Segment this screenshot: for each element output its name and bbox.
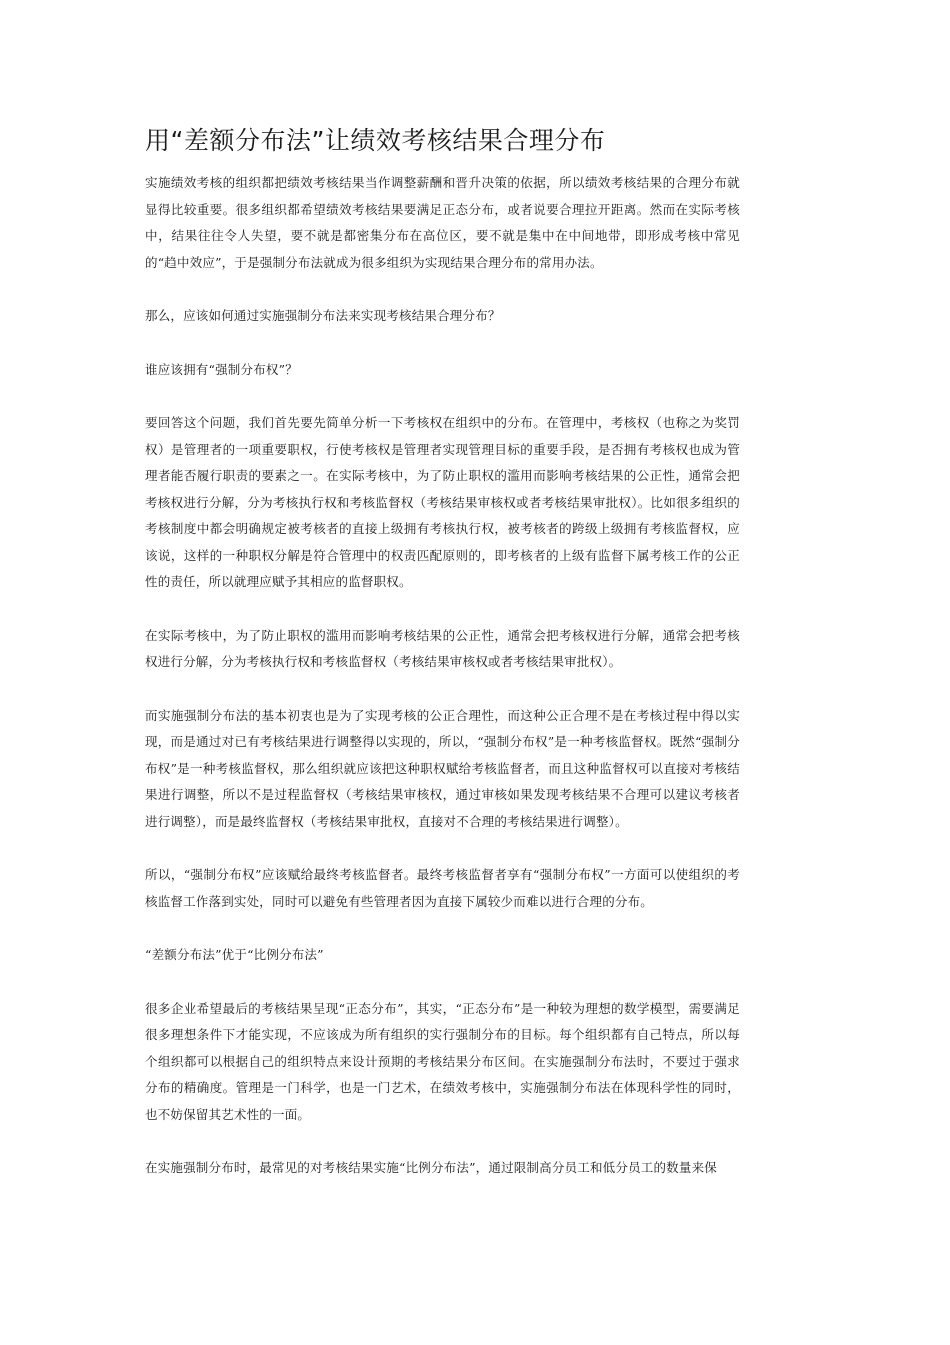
- paragraph-power-split: 在实际考核中，为了防止职权的滥用而影响考核结果的公正性，通常会把考核权进行分解，通常会把考核权进行分解，分为考核执行权和考核监督权（考核结果审核权或者考核结果审批权）。: [145, 627, 740, 669]
- paragraph-intro: 实施绩效考核的组织都把绩效考核结果当作调整薪酬和晋升决策的依据，所以绩效考核结果的合理分布就显得比较重要。很多组织都希望绩效考核结果要满足正态分布，或者说要合理拉开距离。然而在实际考核中，结果往往令人失望，要不就是都密集分布在高位区，要不就是集中在中间地带，即形成考核中常见的“趋中效应”，于是强制分布法就成为很多组织为实现结果合理分布的常用办法。: [145, 175, 740, 270]
- paragraph-question: 那么，应该如何通过实施强制分布法来实现考核结果合理分布？: [145, 308, 501, 323]
- paragraph-ratio-method: 在实施强制分布时，最常见的对考核结果实施“比例分布法”，通过限制高分员工和低分员工的数量来保: [145, 1160, 717, 1175]
- section-heading-who-owns: 谁应该拥有“强制分布权”？: [145, 361, 298, 377]
- paragraph-supervision-right: 而实施强制分布法的基本初衷也是为了实现考核的公正合理性，而这种公正合理不是在考核过程中得以实现，而是通过对已有考核结果进行调整得以实现的，所以，“强制分布权”是一种考核监督权。既然“强制分布权”是一种考核监督权，那么组织就应该把这种职权赋给考核监督者，而且这种监督权可以直接对考核结果进行调整，所以不是过程监督权（考核结果审核权，通过审核如果发现考核结果不合理可以建议考核者进行调整），而是最终监督权（考核结果审批权，直接对不合理的考核结果进行调整）。: [145, 707, 740, 829]
- paragraph-assessment-power: 要回答这个问题，我们首先要先简单分析一下考核权在组织中的分布。在管理中，考核权（也称之为奖罚权）是管理者的一项重要职权，行使考核权是管理者实现管理目标的重要手段，是否拥有考核权也成为管理者能否履行职责的要素之一。在实际考核中，为了防止职权的滥用而影响考核结果的公正性，通常会把考核权进行分解，分为考核执行权和考核监督权（考核结果审核权或者考核结果审批权）。比如很多组织的考核制度中都会明确规定被考核者的直接上级拥有考核执行权，被考核者的跨级上级拥有考核监督权，应该说，这样的一种职权分解是符合管理中的权责匹配原则的，即考核者的上级有监督下属考核工作的公正性的责任，所以就理应赋予其相应的监督职权。: [145, 415, 740, 589]
- document-title: 用“差额分布法”让绩效考核结果合理分布: [145, 126, 606, 155]
- paragraph-conclusion: 所以，“强制分布权”应该赋给最终考核监督者。最终考核监督者享有“强制分布权”一方面可以使组织的考核监督工作落到实处，同时可以避免有些管理者因为直接下属较少而难以进行合理的分布。: [145, 867, 740, 909]
- document-page: [145, 118, 740, 1182]
- paragraph-normal-distribution: 很多企业希望最后的考核结果呈现“正态分布”，其实，“正态分布”是一种较为理想的数学模型，需要满足很多理想条件下才能实现，不应该成为所有组织的实行强制分布的目标。每个组织都有自己特点，所以每个组织都可以根据自己的组织特点来设计预期的考核结果分布区间。在实施强制分布法时，不要过于强求分布的精确度。管理是一门科学，也是一门艺术，在绩效考核中，实施强制分布法在体现科学性的同时，也不妨保留其艺术性的一面。: [145, 1000, 740, 1122]
- section-heading-differential: “差额分布法”优于“比例分布法”: [145, 947, 324, 962]
